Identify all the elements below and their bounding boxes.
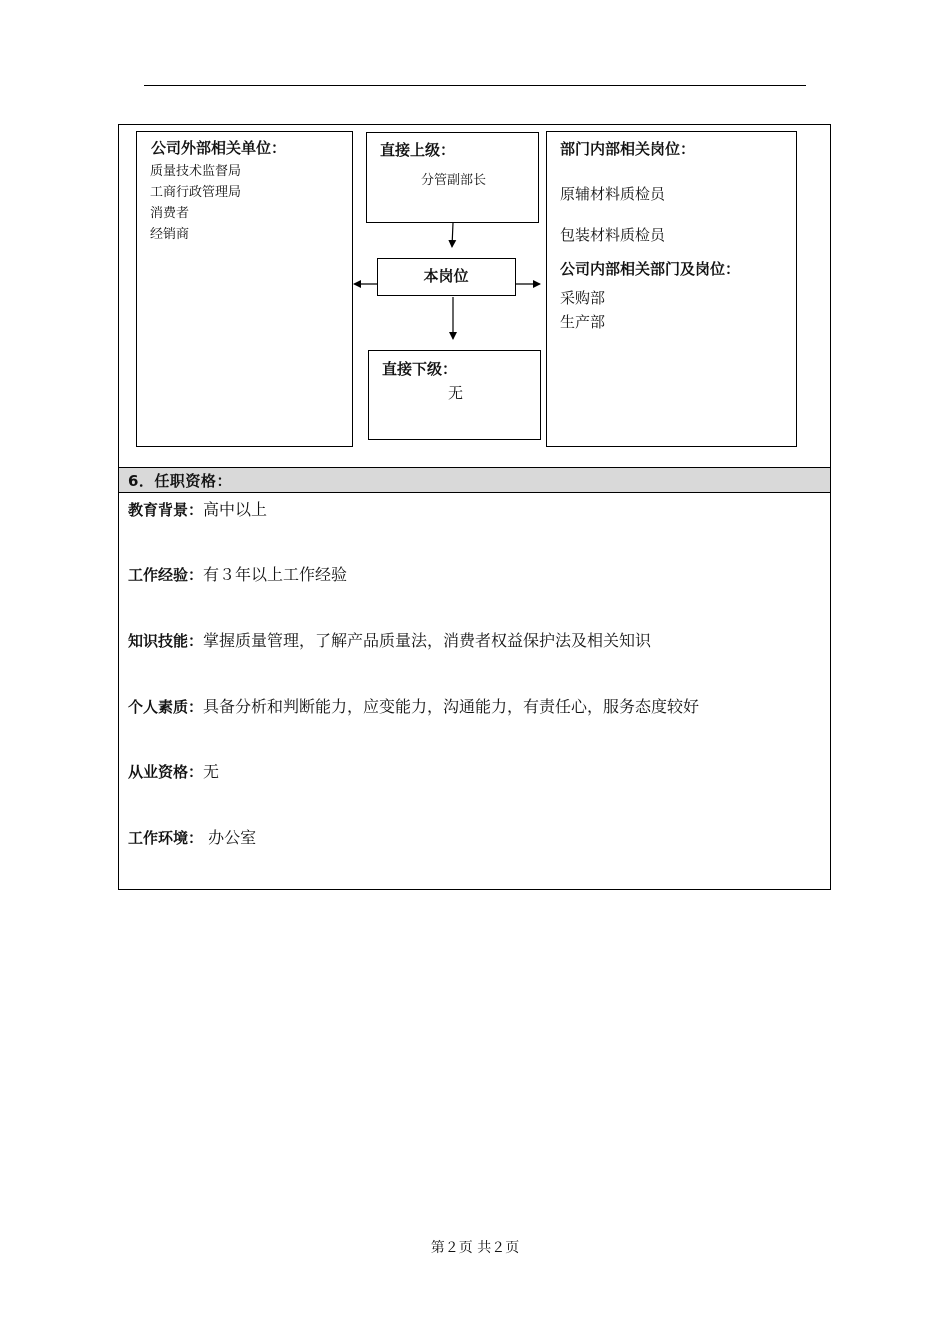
qualification-key: 教育背景： xyxy=(128,501,204,519)
direct-subordinate-value: 无 xyxy=(447,384,463,402)
qualification-key: 工作经验： xyxy=(128,566,204,584)
qualification-key: 从业资格： xyxy=(128,763,204,781)
qualification-value: 办公室 xyxy=(203,828,257,847)
dept-positions-title: 部门内部相关岗位： xyxy=(560,140,696,158)
dept-position-item: 原辅材料质检员 xyxy=(560,185,666,203)
qualification-value: 具备分析和判断能力，应变能力，沟通能力，有责任心，服务态度较好 xyxy=(203,697,700,716)
qualification-row xyxy=(128,628,651,651)
page-number: 第２页 共２页 xyxy=(430,1240,520,1256)
external-unit-item: 经销商 xyxy=(150,227,190,242)
qualifications-title: 6．任职资格： xyxy=(128,472,232,490)
external-units-title: 公司外部相关单位： xyxy=(151,139,287,157)
qualification-value: 掌握质量管理，了解产品质量法，消费者权益保护法及相关知识 xyxy=(203,631,652,650)
direct-superior-title: 直接上级： xyxy=(380,141,456,159)
external-unit-item: 质量技术监督局 xyxy=(150,164,242,179)
external-unit-item: 工商行政管理局 xyxy=(150,185,242,200)
this-position-title: 本岗位 xyxy=(423,267,469,285)
company-depts-title: 公司内部相关部门及岗位： xyxy=(560,260,741,278)
arrow-superior-to-self xyxy=(452,223,453,247)
company-dept-item: 生产部 xyxy=(560,313,606,331)
qualification-row xyxy=(128,497,267,520)
qualification-key: 知识技能： xyxy=(128,632,204,650)
qualification-row xyxy=(128,694,699,717)
qualification-value: 有３年以上工作经验 xyxy=(203,565,348,584)
qualification-key: 工作环境： xyxy=(128,829,204,847)
qualification-key: 个人素质： xyxy=(128,698,204,716)
direct-superior-value: 分管副部长 xyxy=(420,173,486,188)
company-dept-item: 采购部 xyxy=(560,289,606,307)
qualification-row xyxy=(128,825,256,848)
qualification-value: 高中以上 xyxy=(203,500,268,519)
direct-subordinate-title: 直接下级： xyxy=(382,360,458,378)
qualification-row xyxy=(128,759,219,782)
qualification-value: 无 xyxy=(203,762,220,781)
external-unit-item: 消费者 xyxy=(150,206,190,221)
dept-position-item: 包装材料质检员 xyxy=(560,226,666,244)
qualification-row xyxy=(128,562,347,585)
